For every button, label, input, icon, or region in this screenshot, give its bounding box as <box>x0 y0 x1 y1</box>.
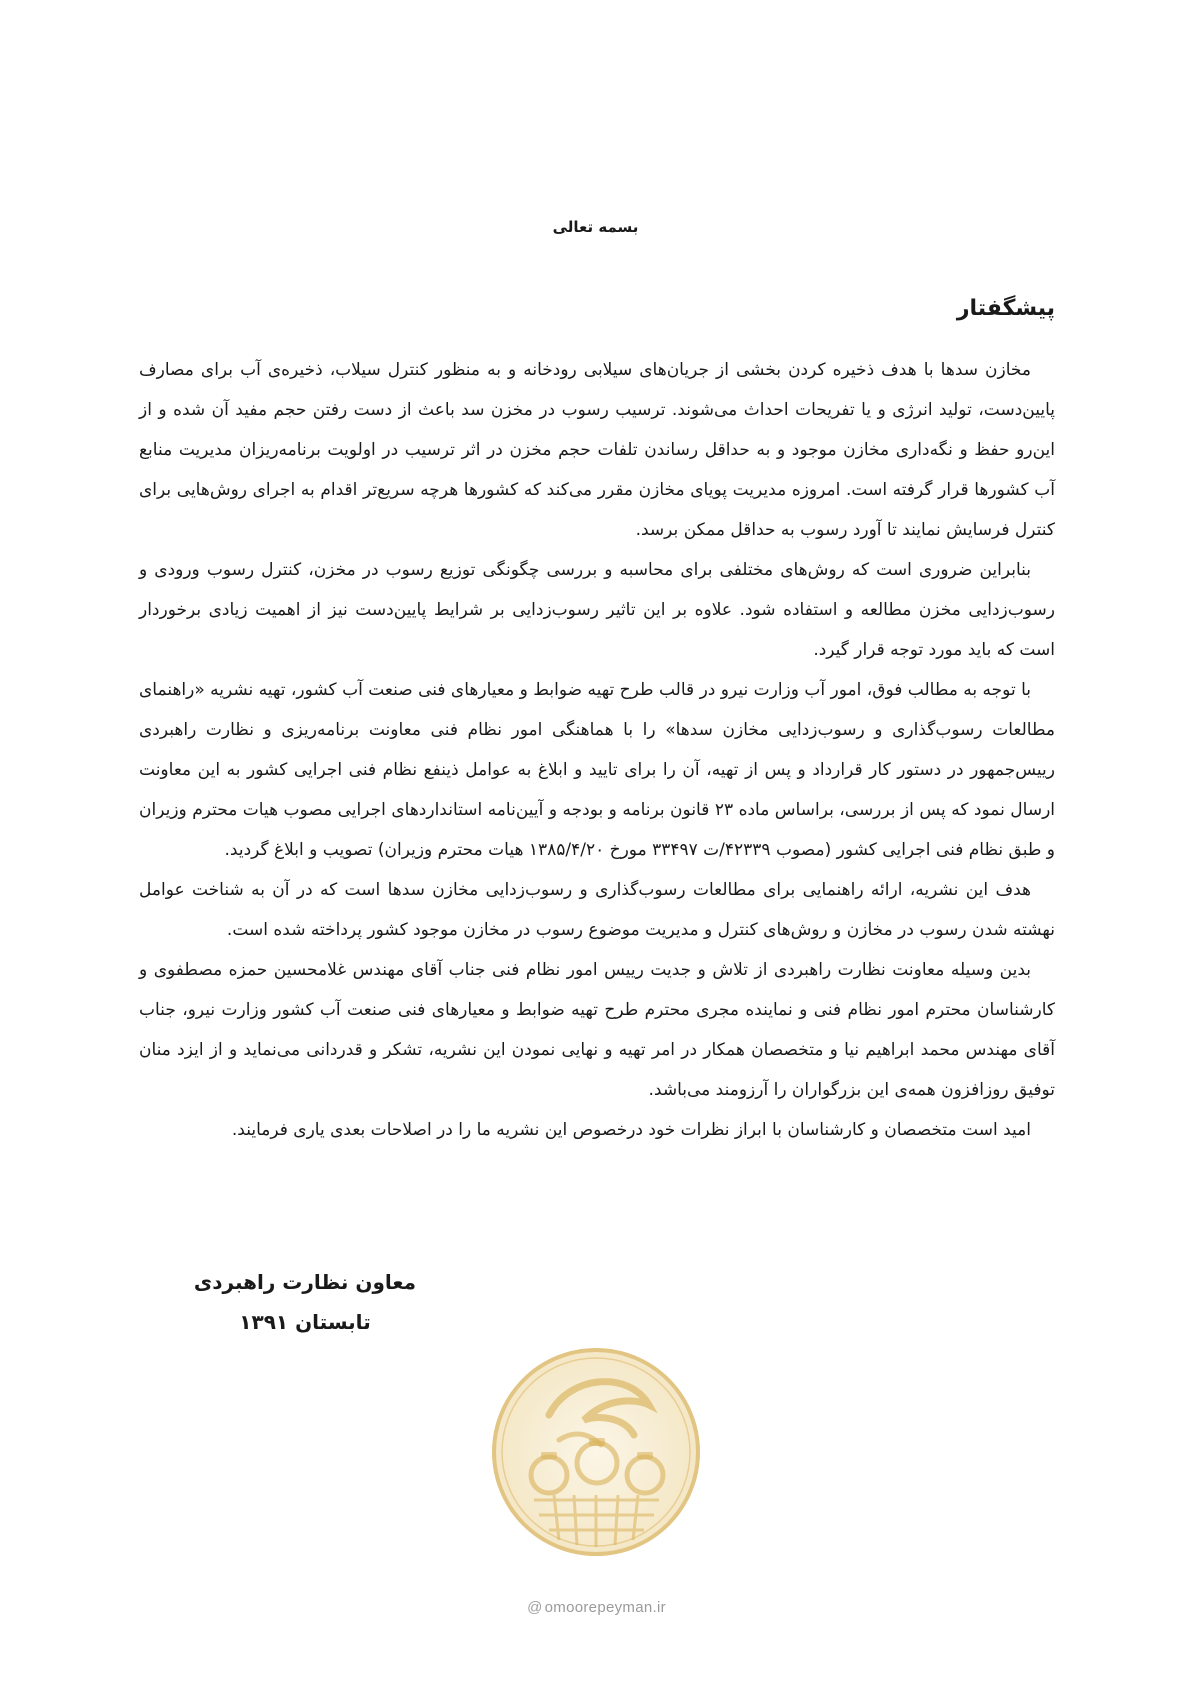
paragraph: مخازن سدها با هدف ذخیره کردن بخشی از جریان‌های سیلابی رودخانه و به منظور کنترل سیلاب، ذخیره‌ی آب برای مصارف پایین‌دست، تولید انرژی و یا تفریحات احداث می‌شوند. ترسیب رسوب در مخزن سد باعث از دست رفتن حجم مفید آن شده و از این‌رو حفظ و نگه‌داری مخازن موجود و به حداقل رساندن تلفات حجم مخزن در اثر ترسیب در اولویت برنامه‌ریزان مدیریت منابع آب کشورها قرار گرفته است. امروزه مدیریت پویای مخازن مقرر می‌کند که کشورها هرچه سریع‌تر اقدام به اجرای روش‌هایی برای کنترل فرسایش نمایند تا آورد رسوب به حداقل ممکن برسد. <box>139 360 1055 540</box>
watermark-url-text: omoorepeyman.ir <box>544 1599 666 1616</box>
signature-title: معاون نظارت راهبردی <box>193 1270 417 1294</box>
paragraph: بدین وسیله معاونت نظارت راهبردی از تلاش و جدیت رییس امور نظام فنی جناب آقای مهندس غلامحسین حمزه مصطفوی و کارشناسان محترم امور نظام فنی و نماینده مجری محترم طرح تهیه ضوابط و معیارهای فنی صنعت آب کشور وزارت نیرو، جناب آقای مهندس محمد ابراهیم نیا و متخصصان همکار در امر تهیه و نهایی نمودن این نشریه، تشکر و قدردانی می‌نماید و از ایزد منان توفیق روزافزون همه‌ی این بزرگواران را آرزومند می‌باشد. <box>139 960 1055 1100</box>
paragraph: هدف این نشریه، ارائه راهنمایی برای مطالعات رسوب‌گذاری و رسوب‌زدایی مخازن سدها است که در آن به شناخت عوامل نهشته شدن رسوب در مخازن و روش‌های کنترل و مدیریت موضوع رسوب در مخازن موجود کشور پرداخته شده است. <box>139 880 1055 940</box>
watermark-logo <box>489 1345 704 1590</box>
paragraph: بنابراین ضروری است که روش‌های مختلفی برای محاسبه و بررسی چگونگی توزیع رسوب در مخزن، کنترل رسوب ورودی و رسوب‌زدایی مخزن مطالعه و استفاده شود. علاوه بر این تاثیر رسوب‌زدایی بر شرایط پایین‌دست نیز از اهمیت زیادی برخوردار است که باید مورد توجه قرار گیرد. <box>139 560 1055 660</box>
signature-block <box>190 1262 420 1342</box>
paragraph: با توجه به مطالب فوق، امور آب وزارت نیرو در قالب طرح تهیه ضوابط و معیارهای فنی صنعت آب کشور، تهیه نشریه «راهنمای مطالعات رسوب‌گذاری و رسوب‌زدایی مخازن سدها» را با هماهنگی امور نظام فنی معاونت برنامه‌ریزی و نظارت راهبردی رییس‌جمهور در دستور کار قرارداد و پس از تهیه، آن را برای تایید و ابلاغ به عوامل ذینفع نظام فنی اجرایی کشور به این معاونت ارسال نمود که پس از بررسی، براساس ماده ۲۳ قانون برنامه و بودجه و آیین‌نامه استانداردهای اجرایی مصوب هیات محترم وزیران و طبق نظام فنی اجرایی کشور (مصوب ۴۲۳۳۹/ت ۳۳۴۹۷ مورخ ۱۳۸۵/۴/۲۰ هیات محترم وزیران) تصویب و ابلاغ گردید. <box>139 680 1056 860</box>
paragraph: امید است متخصصان و کارشناسان با ابراز نظرات خود درخصوص این نشریه ما را در اصلاحات بعدی یاری فرمایند. <box>231 1120 1031 1140</box>
page-title: پیشگفتار <box>956 296 1055 321</box>
at-icon: @ <box>527 1599 543 1616</box>
signature-date: تابستان ۱۳۹۱ <box>239 1310 371 1334</box>
preface-body <box>139 350 1055 1150</box>
basmala-heading: بسمه تعالی <box>552 218 639 236</box>
watermark-url <box>479 1599 714 1616</box>
seal-icon <box>489 1345 704 1560</box>
